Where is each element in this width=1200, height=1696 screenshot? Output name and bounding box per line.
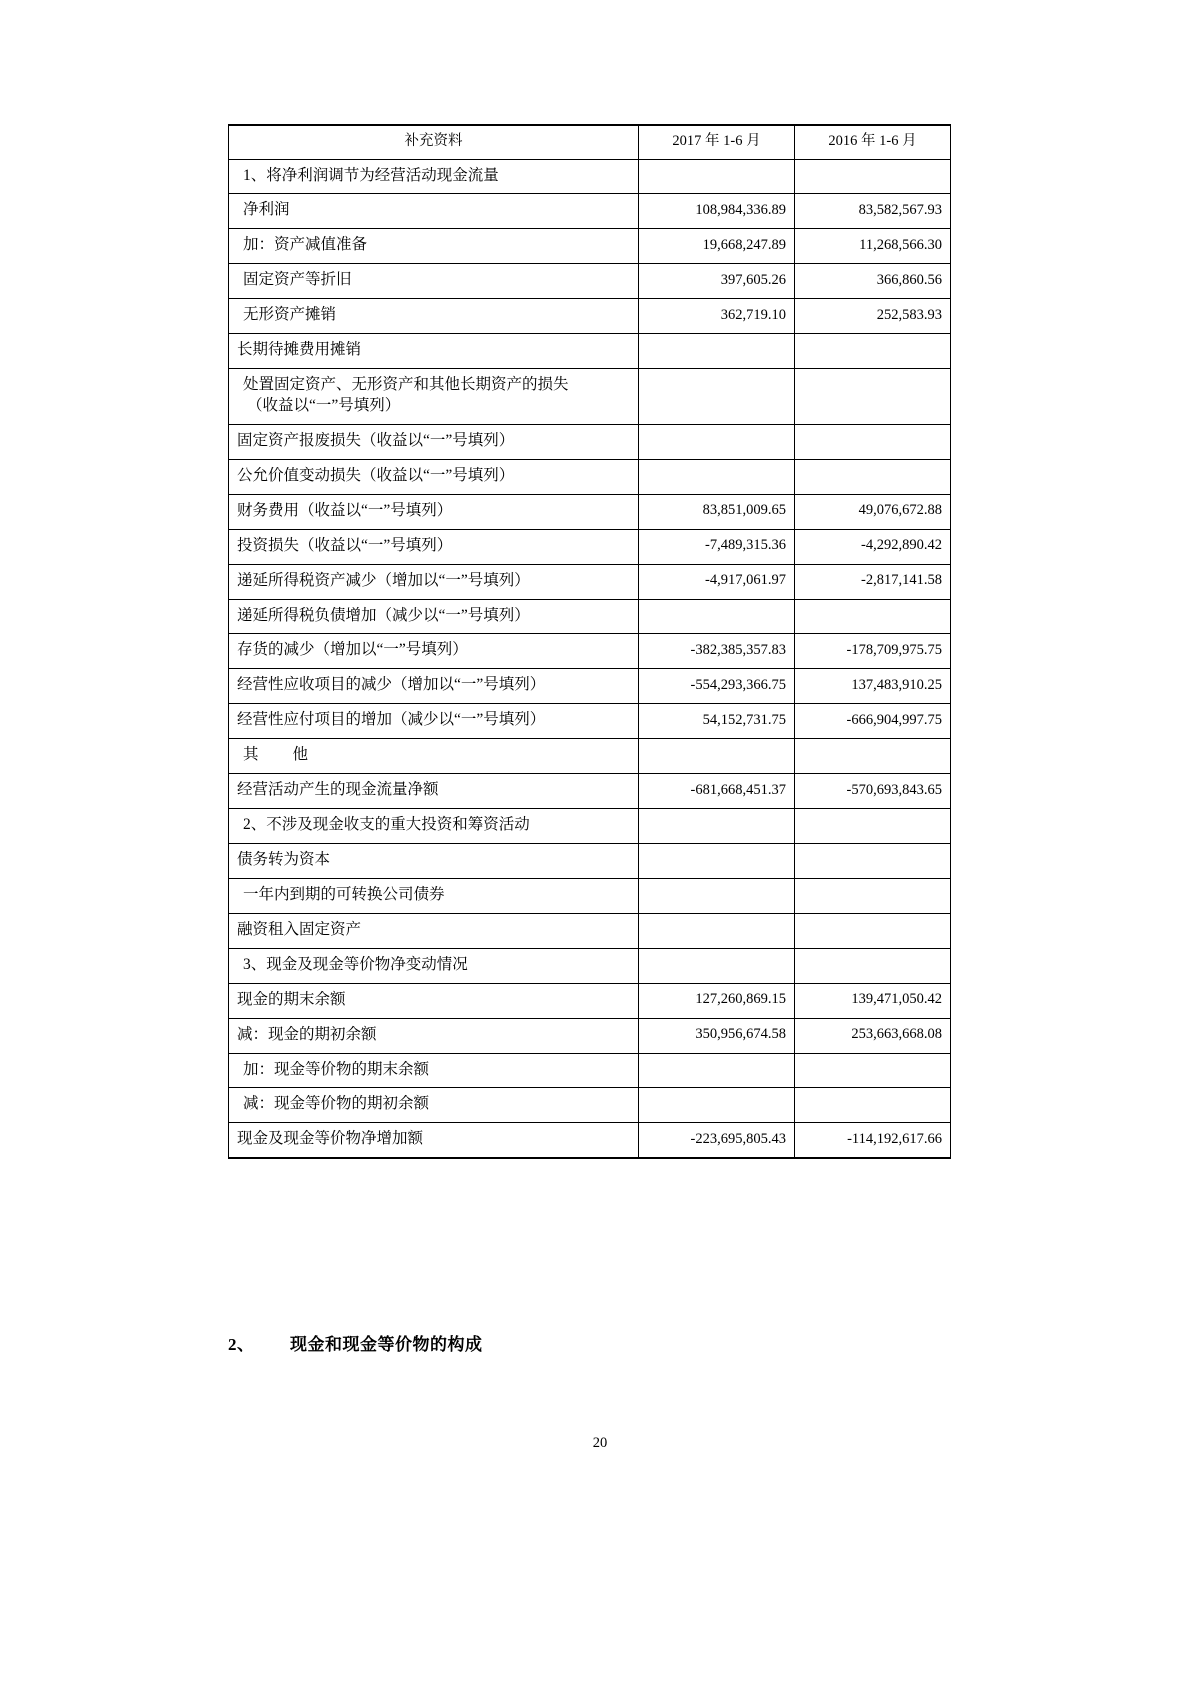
table-row [229, 194, 951, 229]
row-label: 处置固定资产、无形资产和其他长期资产的损失 （收益以“一”号填列） [229, 369, 639, 425]
value-2016: 49,076,672.88 [795, 494, 951, 529]
value-2017 [639, 159, 795, 194]
value-2016: -4,292,890.42 [795, 529, 951, 564]
table-body [229, 125, 951, 1158]
value-2016: 366,860.56 [795, 264, 951, 299]
row-label: 现金及现金等价物净增加额 [229, 1123, 639, 1158]
value-2017 [639, 878, 795, 913]
table-row [229, 1088, 951, 1123]
value-2016: -666,904,997.75 [795, 704, 951, 739]
value-2016 [795, 913, 951, 948]
value-2016 [795, 159, 951, 194]
value-2016 [795, 739, 951, 774]
cash-flow-supplement-table-wrapper [228, 124, 950, 1159]
value-2017 [639, 948, 795, 983]
value-2016 [795, 809, 951, 844]
row-label: 财务费用（收益以“一”号填列） [229, 494, 639, 529]
value-2017 [639, 913, 795, 948]
value-2017 [639, 459, 795, 494]
value-2017: -4,917,061.97 [639, 564, 795, 599]
table-row [229, 844, 951, 879]
value-2017: -7,489,315.36 [639, 529, 795, 564]
value-2016 [795, 334, 951, 369]
table-row [229, 739, 951, 774]
table-row [229, 809, 951, 844]
value-2016: 137,483,910.25 [795, 669, 951, 704]
row-label: 经营性应付项目的增加（减少以“一”号填列） [229, 704, 639, 739]
table-row [229, 494, 951, 529]
value-2017 [639, 334, 795, 369]
row-label: 3、现金及现金等价物净变动情况 [229, 948, 639, 983]
value-2017 [639, 1088, 795, 1123]
column-header-label: 补充资料 [229, 125, 639, 159]
value-2017: 83,851,009.65 [639, 494, 795, 529]
row-label: 经营活动产生的现金流量净额 [229, 774, 639, 809]
value-2016 [795, 599, 951, 634]
value-2017: -681,668,451.37 [639, 774, 795, 809]
value-2016: 252,583.93 [795, 299, 951, 334]
row-label: 固定资产等折旧 [229, 264, 639, 299]
row-label: 递延所得税负债增加（减少以“一”号填列） [229, 599, 639, 634]
value-2017 [639, 809, 795, 844]
value-2017: 350,956,674.58 [639, 1018, 795, 1053]
row-label: 减：现金等价物的期初余额 [229, 1088, 639, 1123]
table-header-row [229, 125, 951, 159]
table-row [229, 669, 951, 704]
table-row [229, 913, 951, 948]
section-heading [228, 1330, 483, 1355]
column-header-period: 2016 年 1-6 月 [795, 125, 951, 159]
value-2016 [795, 424, 951, 459]
value-2016: 253,663,668.08 [795, 1018, 951, 1053]
page-number: 20 [592, 1435, 608, 1451]
value-2017: 362,719.10 [639, 299, 795, 334]
value-2016 [795, 459, 951, 494]
table-row [229, 599, 951, 634]
row-label: 加：现金等价物的期末余额 [229, 1053, 639, 1088]
value-2017: 397,605.26 [639, 264, 795, 299]
row-label: 无形资产摊销 [229, 299, 639, 334]
table-row [229, 334, 951, 369]
table-row [229, 264, 951, 299]
table-row [229, 459, 951, 494]
value-2016: 11,268,566.30 [795, 229, 951, 264]
table-row [229, 424, 951, 459]
table-row [229, 369, 951, 425]
row-label: 减：现金的期初余额 [229, 1018, 639, 1053]
table-row [229, 529, 951, 564]
value-2017 [639, 739, 795, 774]
table-row [229, 878, 951, 913]
value-2016: 139,471,050.42 [795, 983, 951, 1018]
table-row [229, 983, 951, 1018]
value-2016 [795, 1088, 951, 1123]
value-2017: 108,984,336.89 [639, 194, 795, 229]
table-row [229, 1053, 951, 1088]
value-2016 [795, 878, 951, 913]
value-2016: 83,582,567.93 [795, 194, 951, 229]
cash-flow-supplement-table [228, 124, 951, 1159]
row-label: 1、将净利润调节为经营活动现金流量 [229, 159, 639, 194]
table-row [229, 299, 951, 334]
row-label: 公允价值变动损失（收益以“一”号填列） [229, 459, 639, 494]
value-2016: -570,693,843.65 [795, 774, 951, 809]
row-label: 融资租入固定资产 [229, 913, 639, 948]
value-2016: -178,709,975.75 [795, 634, 951, 669]
row-label: 2、不涉及现金收支的重大投资和筹资活动 [229, 809, 639, 844]
row-label: 存货的减少（增加以“一”号填列） [229, 634, 639, 669]
value-2017: 19,668,247.89 [639, 229, 795, 264]
row-label: 其 他 [229, 739, 639, 774]
section-title: 现金和现金等价物的构成 [290, 1335, 483, 1354]
row-label: 一年内到期的可转换公司债券 [229, 878, 639, 913]
row-label: 经营性应收项目的减少（增加以“一”号填列） [229, 669, 639, 704]
value-2017 [639, 424, 795, 459]
value-2017 [639, 1053, 795, 1088]
value-2016: -2,817,141.58 [795, 564, 951, 599]
value-2017 [639, 599, 795, 634]
value-2016: -114,192,617.66 [795, 1123, 951, 1158]
row-label: 加：资产减值准备 [229, 229, 639, 264]
value-2016 [795, 844, 951, 879]
value-2017: -382,385,357.83 [639, 634, 795, 669]
value-2017: -554,293,366.75 [639, 669, 795, 704]
table-row [229, 774, 951, 809]
table-row [229, 229, 951, 264]
table-row [229, 564, 951, 599]
value-2016 [795, 369, 951, 425]
row-label: 投资损失（收益以“一”号填列） [229, 529, 639, 564]
row-label: 现金的期末余额 [229, 983, 639, 1018]
row-label: 净利润 [229, 194, 639, 229]
value-2017: -223,695,805.43 [639, 1123, 795, 1158]
table-row [229, 1123, 951, 1158]
value-2017 [639, 844, 795, 879]
section-number: 2、 [228, 1335, 255, 1354]
table-row [229, 704, 951, 739]
value-2016 [795, 948, 951, 983]
value-2017 [639, 369, 795, 425]
column-header-period: 2017 年 1-6 月 [639, 125, 795, 159]
row-label: 债务转为资本 [229, 844, 639, 879]
value-2017: 127,260,869.15 [639, 983, 795, 1018]
value-2017: 54,152,731.75 [639, 704, 795, 739]
table-row [229, 159, 951, 194]
table-row [229, 948, 951, 983]
table-row [229, 1018, 951, 1053]
value-2016 [795, 1053, 951, 1088]
row-label: 固定资产报废损失（收益以“一”号填列） [229, 424, 639, 459]
row-label: 长期待摊费用摊销 [229, 334, 639, 369]
table-row [229, 634, 951, 669]
row-label: 递延所得税资产减少（增加以“一”号填列） [229, 564, 639, 599]
